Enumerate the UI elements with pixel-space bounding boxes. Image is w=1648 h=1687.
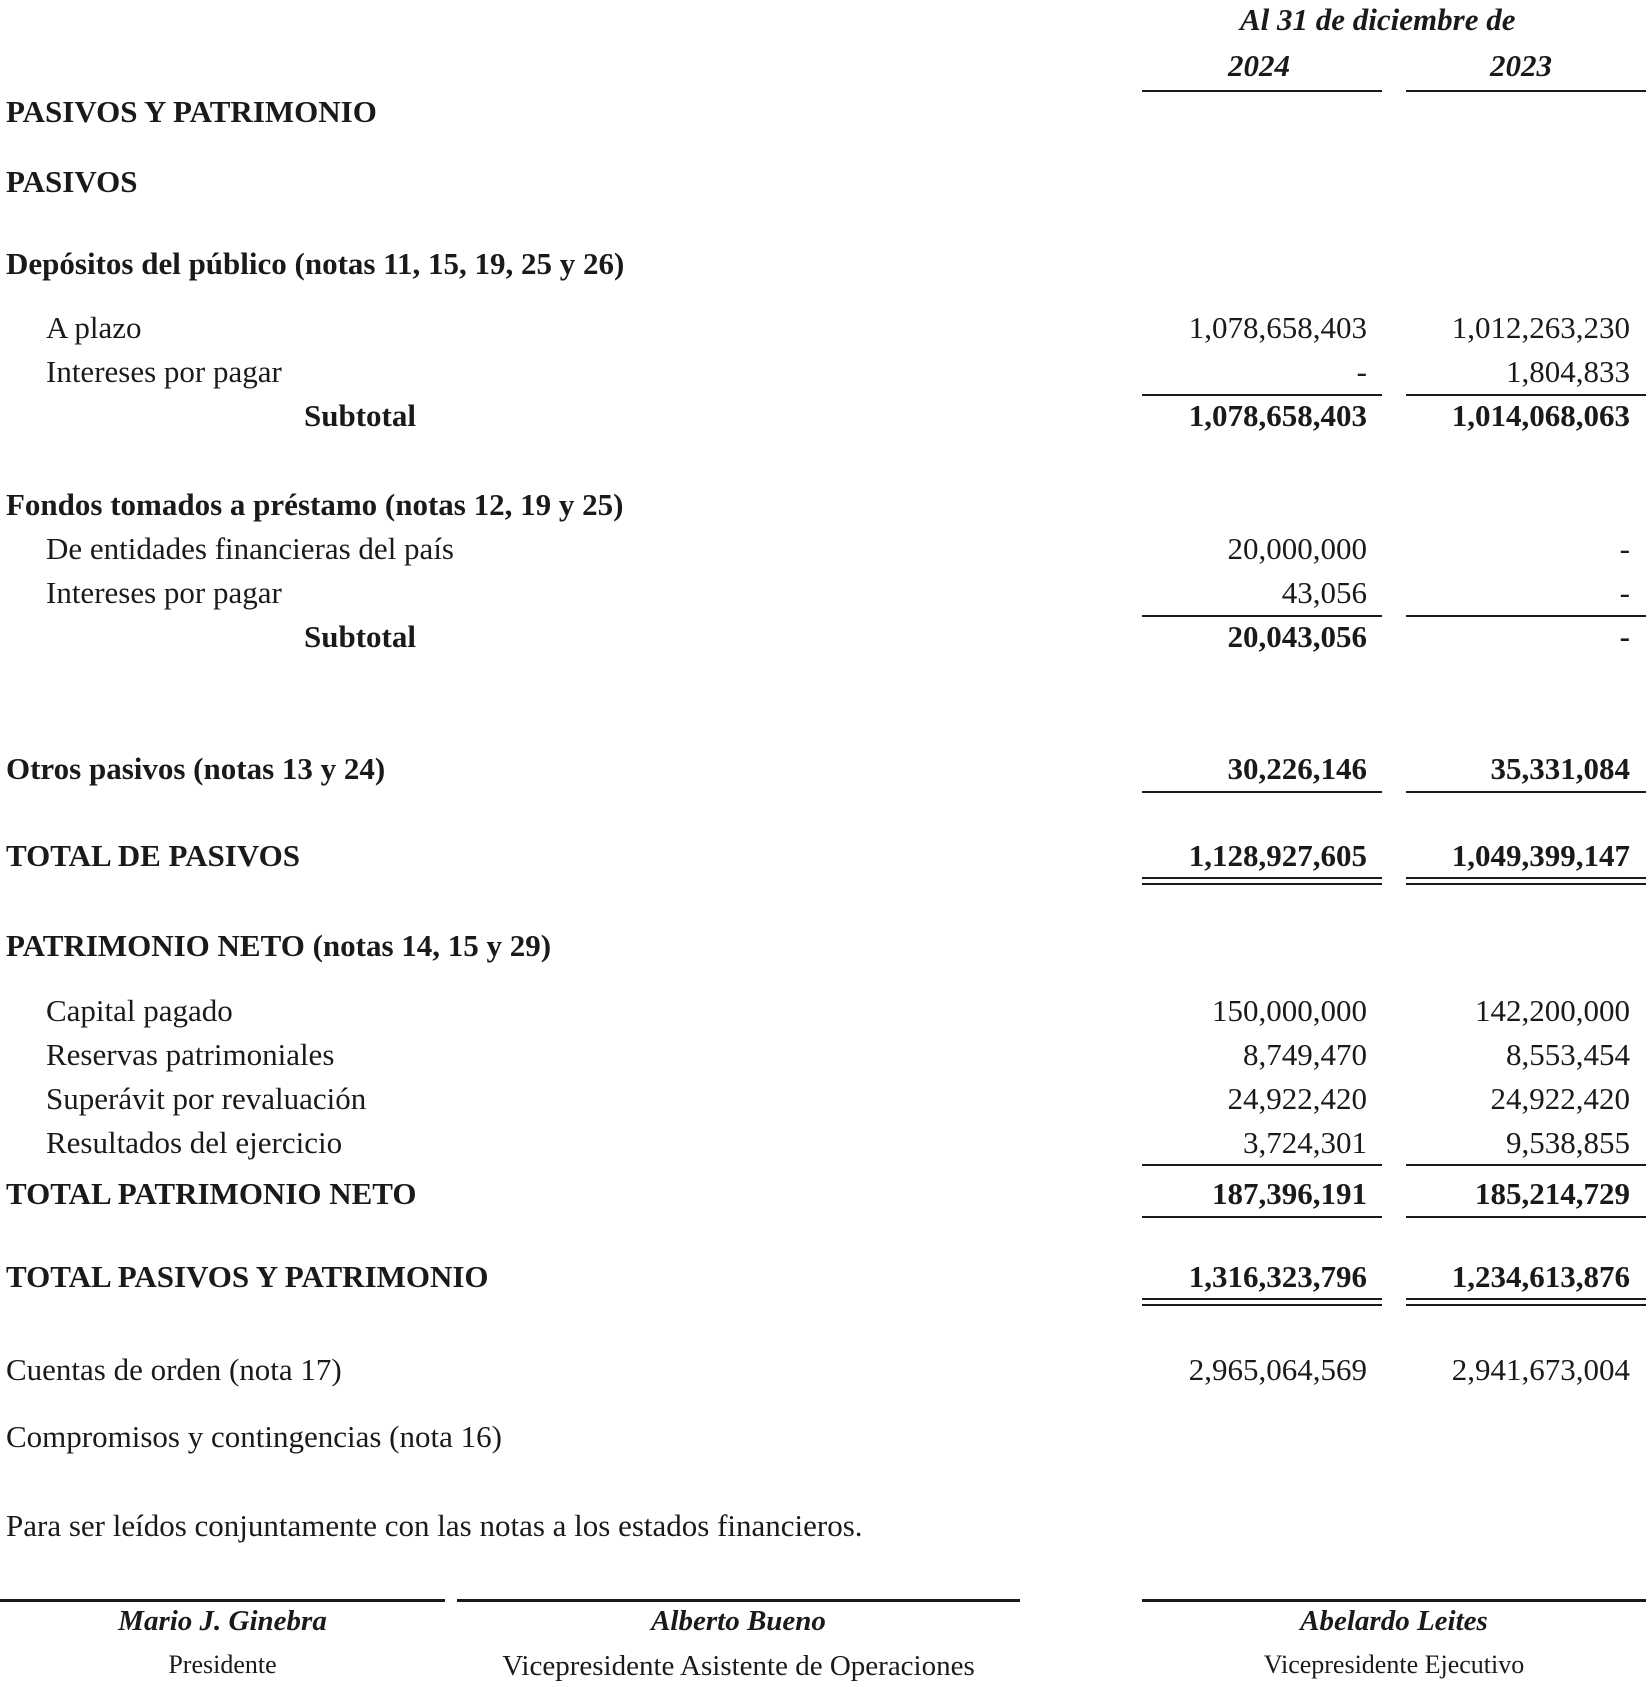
- depositos-intereses-2024: -: [1356, 354, 1367, 389]
- fondos-intereses-2024: 43,056: [1281, 575, 1367, 610]
- fondos-subtotal-2024: 20,043,056: [1227, 619, 1367, 654]
- resultados-label: Resultados del ejercicio: [46, 1125, 343, 1160]
- signature-title-2: Vicepresidente Asistente de Operaciones: [502, 1650, 975, 1682]
- fondos-subtotal-2023: -: [1619, 619, 1630, 654]
- depositos-subtotal-rule-2023: [1406, 394, 1646, 396]
- reservas-2023: 8,553,454: [1506, 1037, 1630, 1072]
- depositos-subtotal-2023: 1,014,068,063: [1451, 398, 1630, 433]
- fondos-entidades-2023: -: [1619, 531, 1630, 566]
- fondos-entidades-2024: 20,000,000: [1227, 531, 1367, 566]
- superavit-label: Superávit por revaluación: [46, 1081, 367, 1116]
- superavit-2023: 24,922,420: [1490, 1081, 1630, 1116]
- cuentas-orden-label: Cuentas de orden (nota 17): [6, 1352, 342, 1387]
- cuentas-orden-2024: 2,965,064,569: [1188, 1352, 1367, 1387]
- signature-title-1: Presidente: [168, 1650, 277, 1679]
- total-pasivos-2023: 1,049,399,147: [1451, 838, 1630, 873]
- reservas-label: Reservas patrimoniales: [46, 1037, 335, 1072]
- depositos-title: Depósitos del público (notas 11, 15, 19, 25 y 26): [6, 246, 625, 281]
- resultados-2023: 9,538,855: [1506, 1125, 1630, 1160]
- signature-name-3: Abelardo Leites: [1300, 1605, 1488, 1637]
- fondos-subtotal-label: Subtotal: [304, 619, 416, 654]
- compromisos-text: Compromisos y contingencias (nota 16): [6, 1419, 502, 1454]
- fondos-subtotal-rule-2023: [1406, 615, 1646, 617]
- patrimonio-total-rule-2024: [1142, 1164, 1382, 1166]
- fondos-entidades-label: De entidades financieras del país: [46, 531, 454, 566]
- otros-pasivos-2023: 35,331,084: [1490, 751, 1630, 786]
- total-patrimonio-2024: 187,396,191: [1212, 1176, 1367, 1211]
- capital-2024: 150,000,000: [1212, 993, 1367, 1028]
- signature-line-vp-ejecutivo: [1142, 1599, 1646, 1602]
- superavit-2024: 24,922,420: [1227, 1081, 1367, 1116]
- otros-pasivos-2024: 30,226,146: [1227, 751, 1367, 786]
- fondos-subtotal-rule-2024: [1142, 615, 1382, 617]
- period-label: Al 31 de diciembre de: [1240, 2, 1516, 37]
- total-pasivos-patrimonio-label: TOTAL PASIVOS Y PATRIMONIO: [6, 1259, 489, 1294]
- a-plazo-label: A plazo: [46, 310, 142, 345]
- total-pasivos-double-rule-2024: [1142, 877, 1382, 885]
- otros-pasivos-rule-2024: [1142, 791, 1382, 793]
- signature-name-1: Mario J. Ginebra: [118, 1605, 327, 1637]
- depositos-intereses-2023: 1,804,833: [1506, 354, 1630, 389]
- depositos-subtotal-label: Subtotal: [304, 398, 416, 433]
- resultados-2024: 3,724,301: [1243, 1125, 1367, 1160]
- total-pp-double-rule-2024: [1142, 1298, 1382, 1306]
- patrimonio-title: PATRIMONIO NETO (notas 14, 15 y 29): [6, 928, 552, 963]
- total-pasivos-patrimonio-2023: 1,234,613,876: [1451, 1259, 1630, 1294]
- total-pasivos-double-rule-2023: [1406, 877, 1646, 885]
- depositos-intereses-label: Intereses por pagar: [46, 354, 282, 389]
- a-plazo-2023: 1,012,263,230: [1451, 310, 1630, 345]
- otros-pasivos-label: Otros pasivos (notas 13 y 24): [6, 751, 386, 786]
- depositos-subtotal-2024: 1,078,658,403: [1188, 398, 1367, 433]
- capital-2023: 142,200,000: [1475, 993, 1630, 1028]
- nota-lectura: Para ser leídos conjuntamente con las notas a los estados financieros.: [6, 1508, 863, 1543]
- pasivos-title: PASIVOS: [6, 164, 138, 199]
- total-pasivos-2024: 1,128,927,605: [1188, 838, 1367, 873]
- header-underline-2024: [1142, 90, 1382, 92]
- total-pp-double-rule-2023: [1406, 1298, 1646, 1306]
- header-underline-2023: [1406, 90, 1646, 92]
- signature-line-presidente: [0, 1599, 445, 1602]
- section-title: PASIVOS Y PATRIMONIO: [6, 94, 377, 129]
- fondos-title: Fondos tomados a préstamo (notas 12, 19 y 25): [6, 487, 624, 522]
- total-patrimonio-label: TOTAL PATRIMONIO NETO: [6, 1176, 417, 1211]
- signature-name-2: Alberto Bueno: [651, 1605, 826, 1637]
- year-2024-header: 2024: [1228, 48, 1290, 83]
- depositos-subtotal-rule-2024: [1142, 394, 1382, 396]
- otros-pasivos-rule-2023: [1406, 791, 1646, 793]
- fondos-intereses-2023: -: [1619, 575, 1630, 610]
- total-patrimonio-rule-2024: [1142, 1216, 1382, 1218]
- reservas-2024: 8,749,470: [1243, 1037, 1367, 1072]
- a-plazo-2024: 1,078,658,403: [1188, 310, 1367, 345]
- year-2023-header: 2023: [1490, 48, 1552, 83]
- signature-title-3: Vicepresidente Ejecutivo: [1263, 1650, 1525, 1679]
- cuentas-orden-2023: 2,941,673,004: [1451, 1352, 1630, 1387]
- signature-line-vp-operaciones: [457, 1599, 1020, 1602]
- fondos-intereses-label: Intereses por pagar: [46, 575, 282, 610]
- total-pasivos-label: TOTAL DE PASIVOS: [6, 838, 300, 873]
- patrimonio-total-rule-2023: [1406, 1164, 1646, 1166]
- total-patrimonio-2023: 185,214,729: [1475, 1176, 1630, 1211]
- total-patrimonio-rule-2023: [1406, 1216, 1646, 1218]
- total-pasivos-patrimonio-2024: 1,316,323,796: [1188, 1259, 1367, 1294]
- capital-label: Capital pagado: [46, 993, 233, 1028]
